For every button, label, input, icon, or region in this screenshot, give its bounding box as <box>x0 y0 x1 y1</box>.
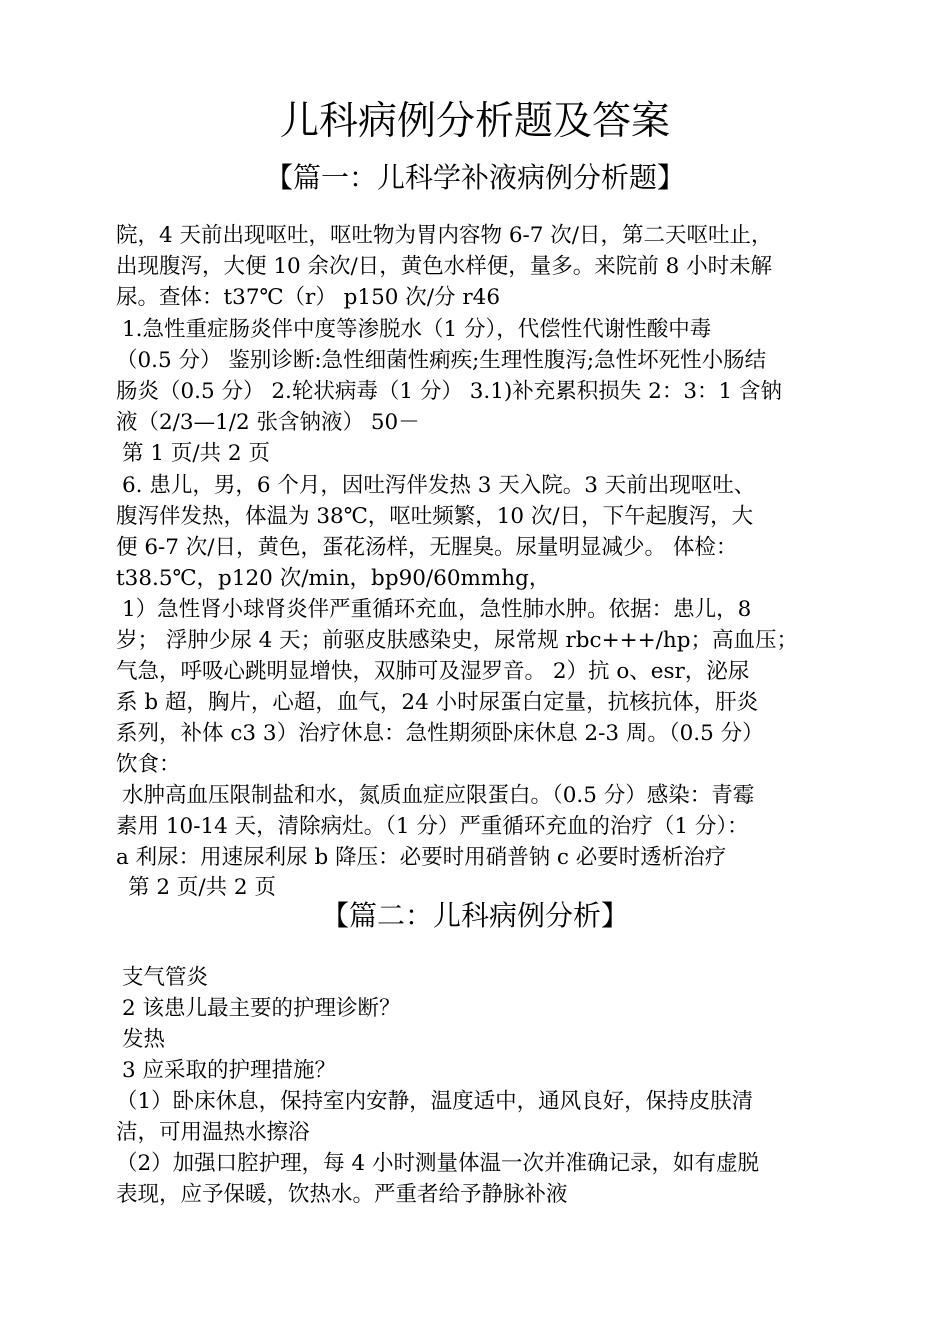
text-line: 尿。查体：t37℃（r） p150 次/分 r46 <box>116 285 501 310</box>
text-line: 气急，呼吸心跳明显增快，双肺可及湿罗音。 2）抗 o、esr，泌尿 <box>116 659 750 684</box>
text-line: a 利尿：用速尿利尿 b 降压：必要时用硝普钠 c 必要时透析治疗 <box>116 845 727 870</box>
text-line: 便 6-7 次/日，黄色，蛋花汤样，无腥臭。尿量明显减少。 体检： <box>116 535 738 560</box>
text-line: 发热 <box>122 1027 166 1052</box>
text-line: 1）急性肾小球肾炎伴严重循环充血，急性肺水肿。依据：患儿，8 <box>122 597 752 622</box>
text-line: 3 应采取的护理措施？ <box>122 1058 337 1083</box>
text-line: （0.5 分） 鉴别诊断:急性细菌性痢疾;生理性腹泻;急性坏死性小肠结 <box>116 348 767 373</box>
text-line: 岁； 浮肿少尿 4 天；前驱皮肤感染史，尿常规 rbc+++/hp；高血压； <box>116 628 798 653</box>
text-line: 系列，补体 c3 3）治疗休息：急性期须卧床休息 2-3 周。（0.5 分） <box>116 721 764 746</box>
text-line: 出现腹泻，大便 10 余次/日，黄色水样便，量多。来院前 8 小时未解 <box>116 254 773 279</box>
text-line: 院，4 天前出现呕吐，呕吐物为胃内容物 6-7 次/日，第二天呕吐止， <box>116 223 773 248</box>
page-marker: 第 1 页/共 2 页 <box>122 441 270 466</box>
text-line: t38.5℃，p120 次/min，bp90/60mmhg， <box>116 566 551 591</box>
text-line: 饮食： <box>116 752 181 777</box>
text-line: 素用 10-14 天，清除病灶。（1 分）严重循环充血的治疗（1 分）： <box>116 814 749 839</box>
text-line: 2 该患儿最主要的护理诊断？ <box>122 996 401 1021</box>
text-line: 液（2/3—1/2 张含钠液） 50－ <box>116 410 420 435</box>
text-line: 肠炎（0.5 分） 2.轮状病毒（1 分） 3.1)补充累积损失 2：3：1 含钠 <box>116 379 783 404</box>
text-line: 表现，应予保暖，饮热水。严重者给予静脉补液 <box>116 1182 568 1207</box>
document-title: 儿科病例分析题及答案 <box>279 99 670 144</box>
text-line: 1.急性重症肠炎伴中度等渗脱水（1 分），代偿性代谢性酸中毒 <box>122 317 712 342</box>
text-line: 6. 患儿，男，6 个月，因吐泻伴发热 3 天入院。3 天前出现呕吐、 <box>122 473 756 498</box>
page-marker: 第 2 页/共 2 页 <box>128 875 276 900</box>
text-line: 腹泻伴发热，体温为 38℃，呕吐频繁，10 次/日，下午起腹泻，大 <box>116 504 754 529</box>
text-line: 洁，可用温热水擦浴 <box>116 1120 310 1145</box>
section-heading-1: 【篇一：儿科学补液病例分析题】 <box>264 161 685 194</box>
text-line: 水肿高血压限制盐和水，氮质血症应限蛋白。（0.5 分）感染：青霉 <box>122 783 755 808</box>
text-line: 支气管炎 <box>122 965 209 990</box>
text-line: （2）加强口腔护理，每 4 小时测量体温一次并准确记录，如有虚脱 <box>116 1151 760 1176</box>
text-line: （1）卧床休息，保持室内安静，温度适中，通风良好，保持皮肤清 <box>116 1089 754 1114</box>
section-heading-2: 【篇二：儿科病例分析】 <box>320 899 629 932</box>
text-line: 系 b 超，胸片，心超，血气，24 小时尿蛋白定量，抗核抗体，肝炎 <box>116 690 759 715</box>
